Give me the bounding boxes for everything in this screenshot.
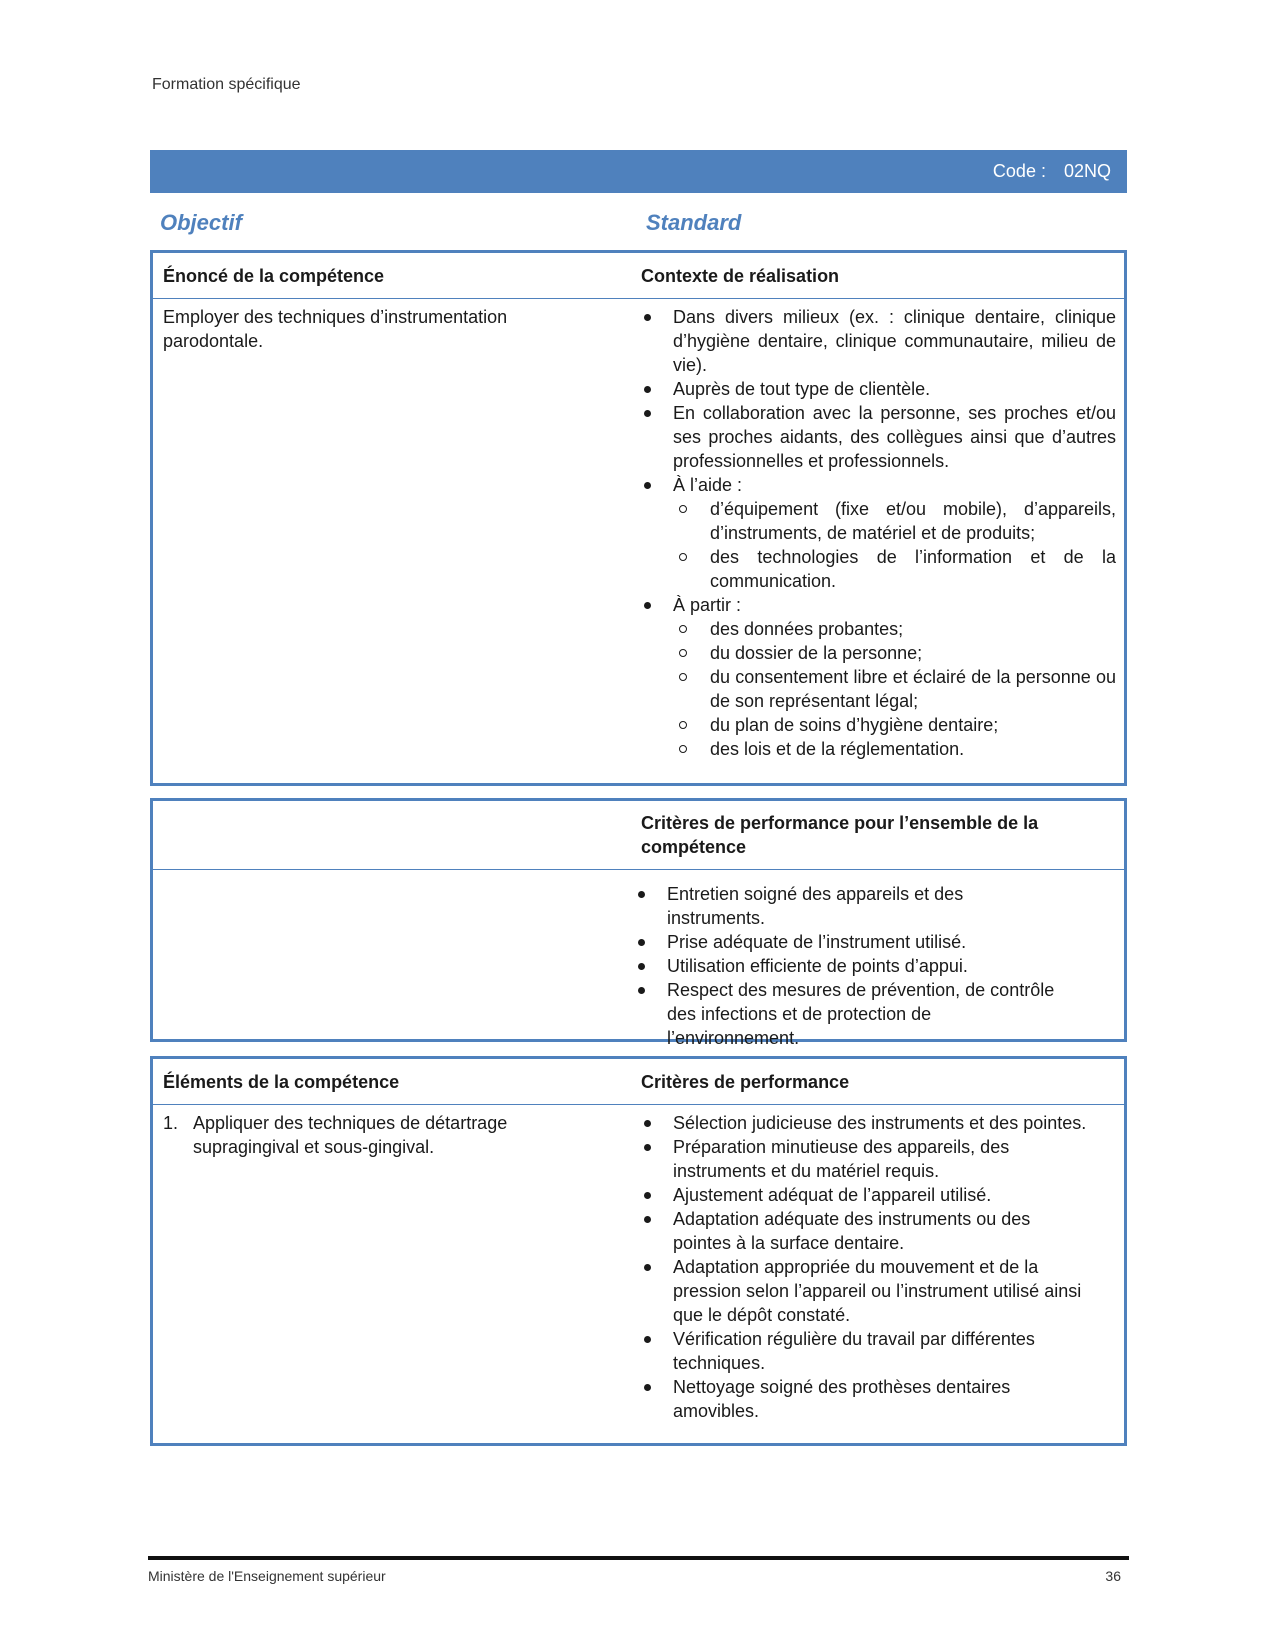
sub-list-item: du plan de soins d’hygiène dentaire; [673,713,1116,737]
ministry-name: Ministère de l'Enseignement supérieur [148,1568,386,1584]
list-item: Auprès de tout type de clientèle. [641,377,1116,401]
competence-statement-header: Énoncé de la compétence [163,265,385,286]
competence-statement: Employer des techniques d’instrumentation parodontale. [163,307,508,351]
sub-list-item: des lois et de la réglementation. [673,737,1116,761]
list-item: Vérification régulière du travail par différentes techniques. [641,1327,1090,1375]
objectif-heading: Objectif [160,210,242,235]
context-header: Contexte de réalisation [641,265,840,286]
page-number: 36 [1105,1568,1121,1584]
context-list [641,305,1116,761]
global-criteria-box [150,798,1127,1048]
list-item: Prise adéquate de l’instrument utilisé. [635,930,1064,954]
global-criteria-body [153,870,1124,1050]
list-item [163,1111,581,1159]
list-item: Préparation minutieuse des appareils, des instruments et du matériel requis. [641,1135,1090,1183]
global-criteria-header: Critères de performance pour l’ensemble de la compétence [641,813,1039,857]
code-label: Code : [992,161,1046,181]
sub-list-item: du consentement libre et éclairé de la personne ou de son représentant légal; [673,665,1116,713]
elements-box [150,1056,1127,1446]
list-item: Nettoyage soigné des prothèses dentaires amovibles. [641,1375,1090,1423]
element-number: 1. [163,1113,179,1133]
elements-list [163,1111,581,1159]
list-item: Adaptation appropriée du mouvement et de la pression selon l’appareil ou l’instrument utilisé ainsi que le dépôt constaté. [641,1255,1090,1327]
empty-body-cell [153,882,641,1050]
context-box [150,250,1127,786]
code-band [150,150,1127,193]
context-box-body [153,299,1124,761]
code-value: 02NQ [1063,161,1111,181]
standard-heading: Standard [646,210,742,235]
list-item: Utilisation efficiente de points d’appui. [635,954,1064,978]
sub-list [673,617,1116,761]
list-item: Adaptation adéquate des instruments ou des pointes à la surface dentaire. [641,1207,1090,1255]
list-item [641,593,1116,761]
performance-criteria-list [641,1111,1090,1423]
list-item: En collaboration avec la personne, ses proches et/ou ses proches aidants, des collègues ainsi que d’autres professionnelles et professionnels. [641,401,1116,473]
elements-header-row [153,1059,1124,1105]
list-item-label: À partir : [673,595,742,615]
sub-list-item: d’équipement (fixe et/ou mobile), d’appareils, d’instruments, de matériel et de produits; [673,497,1116,545]
global-criteria-list [635,882,1064,1050]
element-text: Appliquer des techniques de détartrage supragingival et sous-gingival. [193,1113,508,1157]
sub-list-item: du dossier de la personne; [673,641,1116,665]
sub-list-item: des données probantes; [673,617,1116,641]
sub-list [673,497,1116,593]
performance-criteria-header: Critères de performance [641,1071,850,1092]
list-item: Respect des mesures de prévention, de contrôle des infections et de protection de l’environnement. [635,978,1064,1050]
context-box-header [153,253,1124,299]
list-item-label: À l’aide : [673,475,743,495]
list-item: Dans divers milieux (ex. : clinique dentaire, clinique d’hygiène dentaire, clinique communautaire, milieu de vie). [641,305,1116,377]
elements-body [153,1105,1124,1423]
list-item: Entretien soigné des appareils et des instruments. [635,882,1064,930]
elements-header: Éléments de la compétence [163,1071,400,1092]
list-item [641,473,1116,593]
running-head: Formation spécifique [152,76,301,93]
page-footer [148,1556,1129,1584]
global-criteria-header-row [153,801,1124,870]
list-item: Ajustement adéquat de l’appareil utilisé. [641,1183,1090,1207]
list-item: Sélection judicieuse des instruments et des pointes. [641,1111,1090,1135]
sub-list-item: des technologies de l’information et de la communication. [673,545,1116,593]
